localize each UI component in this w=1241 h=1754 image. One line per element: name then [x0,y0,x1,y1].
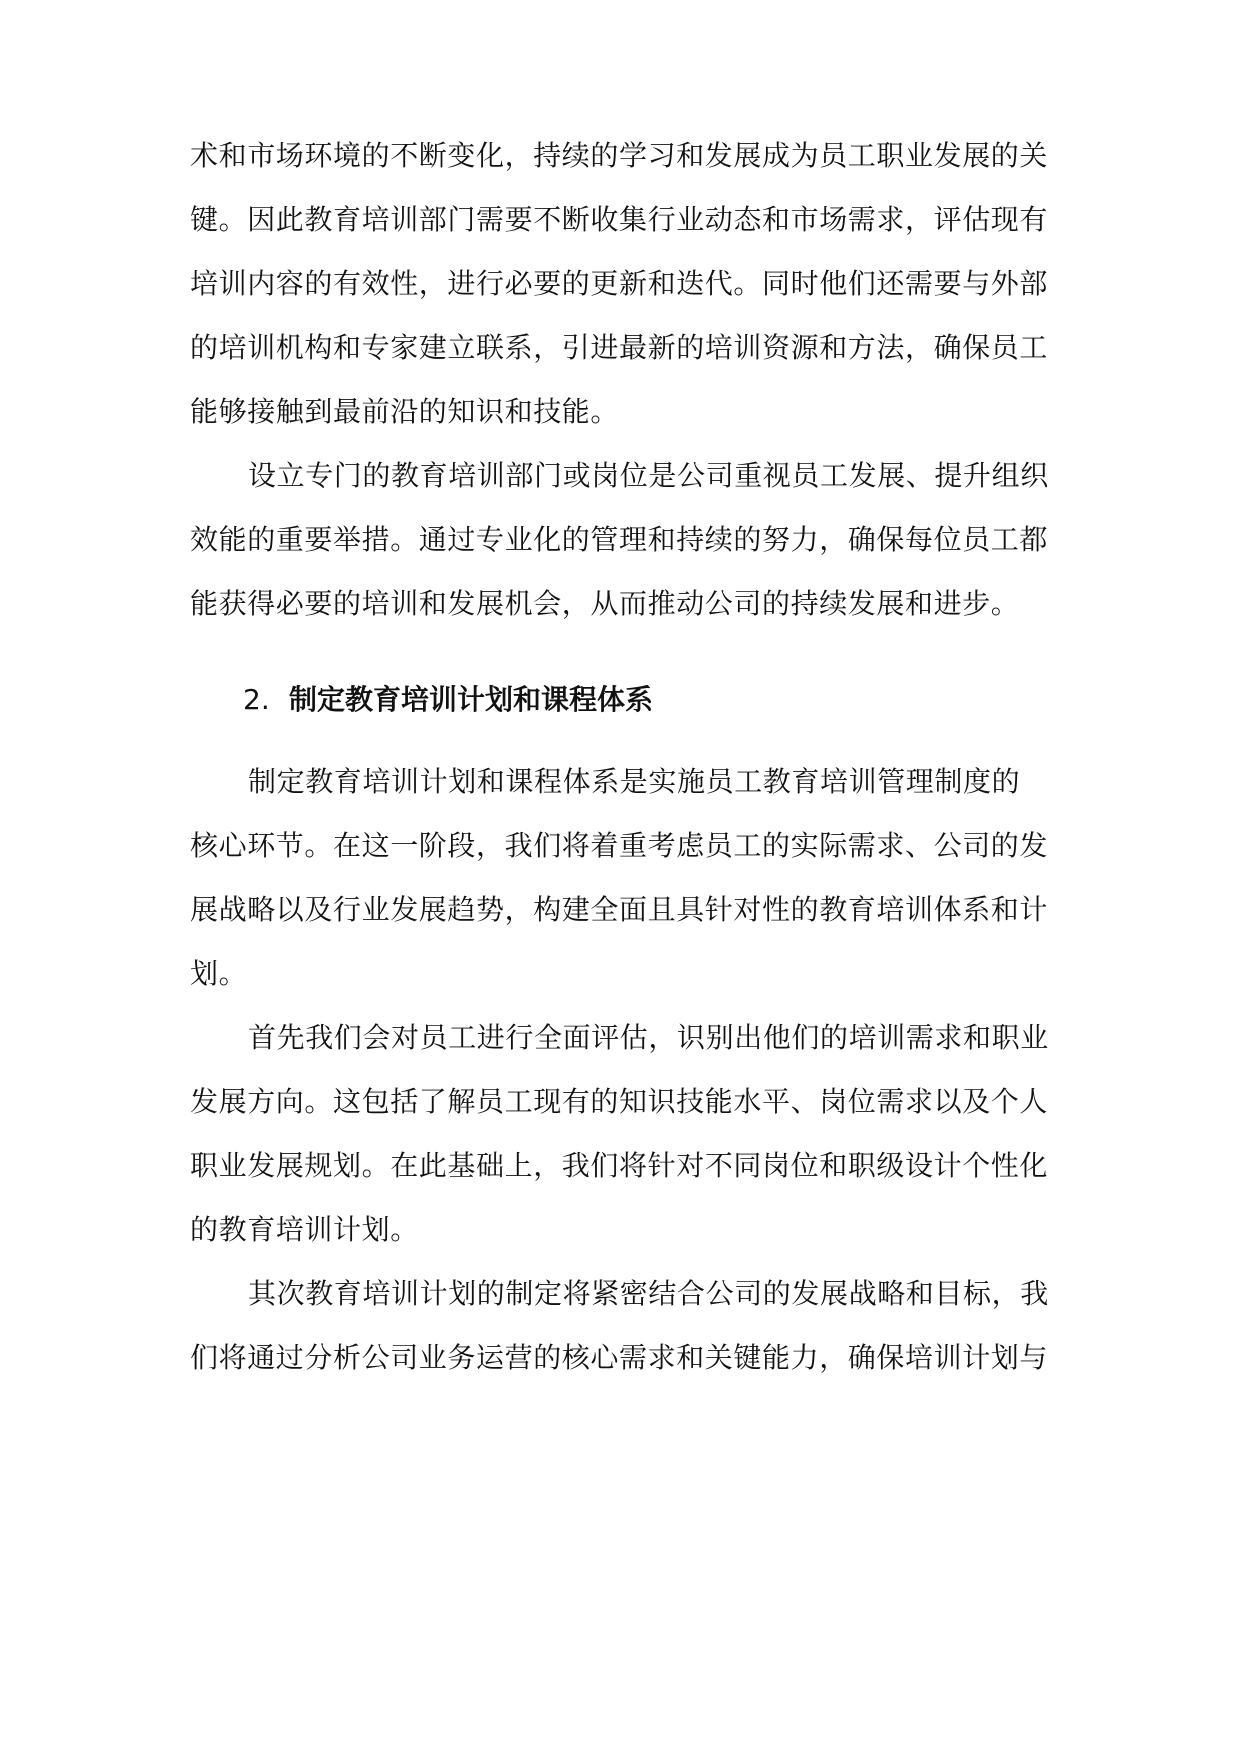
paragraph-line: 的教育培训计划。 [190,1213,419,1246]
paragraph-line: 其次教育培训计划的制定将紧密结合公司的发展战略和目标，我 [248,1277,1049,1310]
paragraph-line: 制定教育培训计划和课程体系是实施员工教育培训管理制度的 [248,765,1021,798]
paragraph-line: 的培训机构和专家建立联系，引进最新的培训资源和方法，确保员工 [190,331,1049,364]
paragraph-line: 发展方向。这包括了解员工现有的知识技能水平、岗位需求以及个人 [190,1085,1049,1118]
paragraph-line: 能获得必要的培训和发展机会，从而推动公司的持续发展和进步。 [190,587,1020,620]
section-heading [243,680,943,720]
paragraph-line: 键。因此教育培训部门需要不断收集行业动态和市场需求，评估现有 [190,203,1049,236]
paragraph-line: 能够接触到最前沿的知识和技能。 [190,395,620,428]
paragraph-line: 核心环节。在这一阶段，我们将着重考虑员工的实际需求、公司的发 [190,829,1049,862]
paragraph-line: 培训内容的有效性，进行必要的更新和迭代。同时他们还需要与外部 [190,267,1049,300]
paragraph-line: 首先我们会对员工进行全面评估，识别出他们的培训需求和职业 [248,1021,1049,1054]
paragraph-line: 设立专门的教育培训部门或岗位是公司重视员工发展、提升组织 [248,459,1049,492]
paragraph-line: 职业发展规划。在此基础上，我们将针对不同岗位和职级设计个性化 [190,1149,1049,1182]
paragraph-line: 们将通过分析公司业务运营的核心需求和关键能力，确保培训计划与 [190,1341,1049,1374]
paragraph-line: 效能的重要举措。通过专业化的管理和持续的努力，确保每位员工都 [190,523,1049,556]
paragraph-line: 划。 [190,957,248,990]
paragraph-line: 展战略以及行业发展趋势，构建全面且具针对性的教育培训体系和计 [190,893,1049,926]
section-title: 制定教育培训计划和课程体系 [289,683,654,716]
paragraph-line: 术和市场环境的不断变化，持续的学习和发展成为员工职业发展的关 [190,139,1049,172]
section-number: 2. [243,683,270,716]
